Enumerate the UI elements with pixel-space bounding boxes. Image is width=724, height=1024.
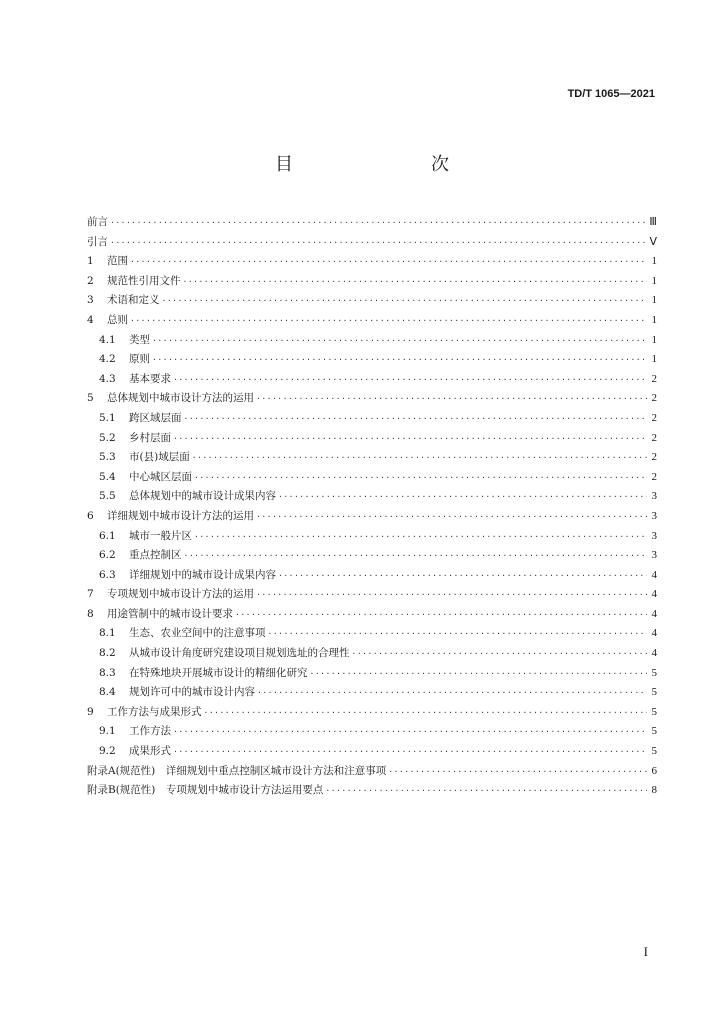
toc-dot-leader xyxy=(184,409,648,429)
toc-entry[interactable] xyxy=(87,272,657,292)
toc-entry[interactable] xyxy=(87,664,657,684)
toc-entry-page: 8 xyxy=(651,784,657,797)
toc-entry-number: 4.3 xyxy=(99,372,116,385)
toc-entry-title: 乡村层面 xyxy=(129,431,171,444)
toc-entry-title: 用途管制中的城市设计要求 xyxy=(107,607,233,620)
toc-entry-title: 总则 xyxy=(107,313,128,326)
toc-dot-leader xyxy=(162,291,648,311)
toc-entry-title: 基本要求 xyxy=(129,372,171,385)
page-title: 目 次 xyxy=(275,154,483,175)
toc-entry-title: 附录B(规范性) 专项规划中城市设计方法运用要点 xyxy=(87,784,324,797)
toc-entry-number: 5 xyxy=(87,392,94,405)
toc-entry-page: 1 xyxy=(651,313,657,326)
toc-dot-leader xyxy=(256,507,647,527)
standard-code: TD/T 1065—2021 xyxy=(567,88,655,100)
toc-entry-page: 2 xyxy=(651,411,657,424)
toc-dot-leader xyxy=(235,605,647,625)
toc-entry-page: 4 xyxy=(651,647,657,660)
toc-entry[interactable] xyxy=(87,644,657,664)
toc-entry-title: 范围 xyxy=(107,255,128,268)
toc-entry-number: 9.1 xyxy=(99,725,116,738)
toc-entry-page: Ⅲ xyxy=(649,216,657,228)
toc-entry[interactable] xyxy=(87,291,657,311)
toc-entry[interactable] xyxy=(87,762,657,782)
toc-dot-leader xyxy=(130,311,647,331)
toc-entry-title: 专项规划中城市设计方法的运用 xyxy=(107,588,254,601)
toc-entry-title: 原则 xyxy=(129,353,150,366)
toc-dot-leader xyxy=(152,350,647,370)
toc-entry-page: 4 xyxy=(651,627,657,640)
toc-entry[interactable] xyxy=(87,487,657,507)
toc-dot-leader xyxy=(130,252,647,272)
toc-entry-page: 3 xyxy=(651,509,657,522)
toc-entry[interactable] xyxy=(87,507,657,527)
toc-dot-leader xyxy=(352,644,648,664)
toc-entry-title: 跨区域层面 xyxy=(129,411,182,424)
toc-entry[interactable] xyxy=(87,624,657,644)
toc-dot-leader xyxy=(310,664,648,684)
toc-dot-leader xyxy=(257,683,647,703)
toc-entry-number: 8.1 xyxy=(99,627,116,640)
toc-entry-number: 6.1 xyxy=(99,529,116,542)
toc-entry-title: 术语和定义 xyxy=(107,294,160,307)
toc-entry[interactable] xyxy=(87,311,657,331)
toc-entry[interactable] xyxy=(87,703,657,723)
toc-entry[interactable] xyxy=(87,781,657,801)
toc-entry[interactable] xyxy=(87,213,657,233)
toc-entry-page: 1 xyxy=(651,333,657,346)
toc-entry-page: 3 xyxy=(651,490,657,503)
toc-entry-title: 中心城区层面 xyxy=(129,470,192,483)
toc-entry-page: 5 xyxy=(651,666,657,679)
toc-entry[interactable] xyxy=(87,350,657,370)
toc-dot-leader xyxy=(256,389,647,409)
toc-entry-page: 5 xyxy=(651,745,657,758)
table-of-contents xyxy=(87,213,657,801)
toc-entry-number: 5.5 xyxy=(99,490,116,503)
toc-entry-number: 5.3 xyxy=(99,451,116,464)
toc-entry-number: 8.4 xyxy=(99,686,116,699)
toc-entry-number: 4.1 xyxy=(99,333,116,346)
toc-entry-number: 5.2 xyxy=(99,431,116,444)
toc-dot-leader xyxy=(194,468,647,488)
toc-entry-page: 4 xyxy=(651,568,657,581)
toc-entry-title: 在特殊地块开展城市设计的精细化研究 xyxy=(129,666,308,679)
toc-dot-leader xyxy=(173,742,647,762)
toc-dot-leader xyxy=(173,722,647,742)
toc-entry-title: 从城市设计角度研究建设项目规划选址的合理性 xyxy=(129,647,350,660)
toc-entry-number: 8 xyxy=(87,607,94,620)
toc-entry-title: 重点控制区 xyxy=(129,549,182,562)
toc-entry-page: 3 xyxy=(651,549,657,562)
toc-entry-page: 4 xyxy=(651,607,657,620)
toc-entry-page: Ⅴ xyxy=(649,235,657,248)
toc-dot-leader xyxy=(388,762,647,782)
toc-entry[interactable] xyxy=(87,546,657,566)
toc-entry-number: 4 xyxy=(87,313,94,326)
toc-entry[interactable] xyxy=(87,233,657,253)
toc-entry-title: 附录A(规范性) 详细规划中重点控制区城市设计方法和注意事项 xyxy=(87,764,387,777)
toc-entry-page: 5 xyxy=(651,725,657,738)
toc-entry-title: 规划许可中的城市设计内容 xyxy=(129,686,255,699)
toc-entry-title: 前言 xyxy=(87,216,108,228)
toc-entry-title: 类型 xyxy=(129,333,150,346)
toc-entry-number: 8.2 xyxy=(99,647,116,660)
toc-entry-number: 4.2 xyxy=(99,353,116,366)
toc-dot-leader xyxy=(325,781,647,801)
toc-entry[interactable] xyxy=(87,370,657,390)
page-number: I xyxy=(643,944,648,959)
toc-entry-page: 6 xyxy=(651,764,657,777)
toc-dot-leader xyxy=(192,448,647,468)
toc-entry[interactable] xyxy=(87,605,657,625)
toc-entry[interactable] xyxy=(87,252,657,272)
toc-dot-leader xyxy=(183,272,648,292)
toc-entry-page: 1 xyxy=(651,353,657,366)
toc-entry-number: 2 xyxy=(87,274,94,287)
toc-entry-page: 1 xyxy=(651,294,657,307)
toc-entry[interactable] xyxy=(87,566,657,586)
toc-entry[interactable] xyxy=(87,429,657,449)
toc-entry-page: 2 xyxy=(651,470,657,483)
toc-dot-leader xyxy=(152,331,647,351)
toc-dot-leader xyxy=(173,429,647,449)
toc-entry-number: 5.1 xyxy=(99,411,116,424)
toc-entry-title: 城市一般片区 xyxy=(129,529,192,542)
toc-entry-title: 总体规划中城市设计方法的运用 xyxy=(107,392,254,405)
toc-entry-page: 3 xyxy=(651,529,657,542)
toc-entry-number: 7 xyxy=(87,588,94,601)
toc-entry[interactable] xyxy=(87,585,657,605)
toc-entry-number: 3 xyxy=(87,294,94,307)
toc-entry[interactable] xyxy=(87,742,657,762)
toc-entry[interactable] xyxy=(87,448,657,468)
toc-dot-leader xyxy=(184,546,648,566)
toc-entry[interactable] xyxy=(87,683,657,703)
toc-entry-title: 引言 xyxy=(87,235,108,248)
toc-entry-title: 详细规划中的城市设计成果内容 xyxy=(129,568,276,581)
toc-entry-page: 2 xyxy=(651,431,657,444)
toc-entry-page: 2 xyxy=(651,372,657,385)
toc-entry-title: 工作方法与成果形式 xyxy=(107,705,202,718)
toc-dot-leader xyxy=(194,527,647,547)
toc-dot-leader xyxy=(268,624,648,644)
toc-entry-page: 2 xyxy=(651,392,657,405)
toc-entry-number: 6 xyxy=(87,509,94,522)
toc-entry-number: 6.3 xyxy=(99,568,116,581)
toc-entry-page: 5 xyxy=(651,686,657,699)
toc-entry-title: 生态、农业空间中的注意事项 xyxy=(129,627,266,640)
toc-dot-leader xyxy=(173,370,647,390)
toc-entry[interactable] xyxy=(87,468,657,488)
toc-entry-number: 6.2 xyxy=(99,549,116,562)
toc-entry-title: 工作方法 xyxy=(129,725,171,738)
toc-entry-number: 8.3 xyxy=(99,666,116,679)
toc-entry[interactable] xyxy=(87,331,657,351)
toc-entry-page: 4 xyxy=(651,588,657,601)
toc-entry-title: 总体规划中的城市设计成果内容 xyxy=(129,490,276,503)
toc-dot-leader xyxy=(278,487,647,507)
toc-entry-page: 1 xyxy=(651,255,657,268)
toc-entry-number: 9 xyxy=(87,705,94,718)
toc-dot-leader xyxy=(256,585,647,605)
toc-entry[interactable] xyxy=(87,722,657,742)
toc-entry-number: 9.2 xyxy=(99,745,116,758)
toc-dot-leader xyxy=(204,703,648,723)
toc-entry[interactable] xyxy=(87,409,657,429)
toc-entry-page: 5 xyxy=(651,705,657,718)
toc-dot-leader xyxy=(278,566,647,586)
toc-entry[interactable] xyxy=(87,389,657,409)
toc-dot-leader xyxy=(110,233,647,253)
toc-entry-number: 1 xyxy=(87,255,94,268)
toc-entry-page: 2 xyxy=(651,451,657,464)
toc-entry-page: 1 xyxy=(651,274,657,287)
toc-entry-number: 5.4 xyxy=(99,470,116,483)
toc-entry-title: 市(县)域层面 xyxy=(129,451,190,464)
toc-entry-title: 规范性引用文件 xyxy=(107,274,181,287)
toc-entry[interactable] xyxy=(87,527,657,547)
toc-entry-title: 成果形式 xyxy=(129,745,171,758)
toc-entry-title: 详细规划中城市设计方法的运用 xyxy=(107,509,254,522)
toc-dot-leader xyxy=(110,213,647,233)
